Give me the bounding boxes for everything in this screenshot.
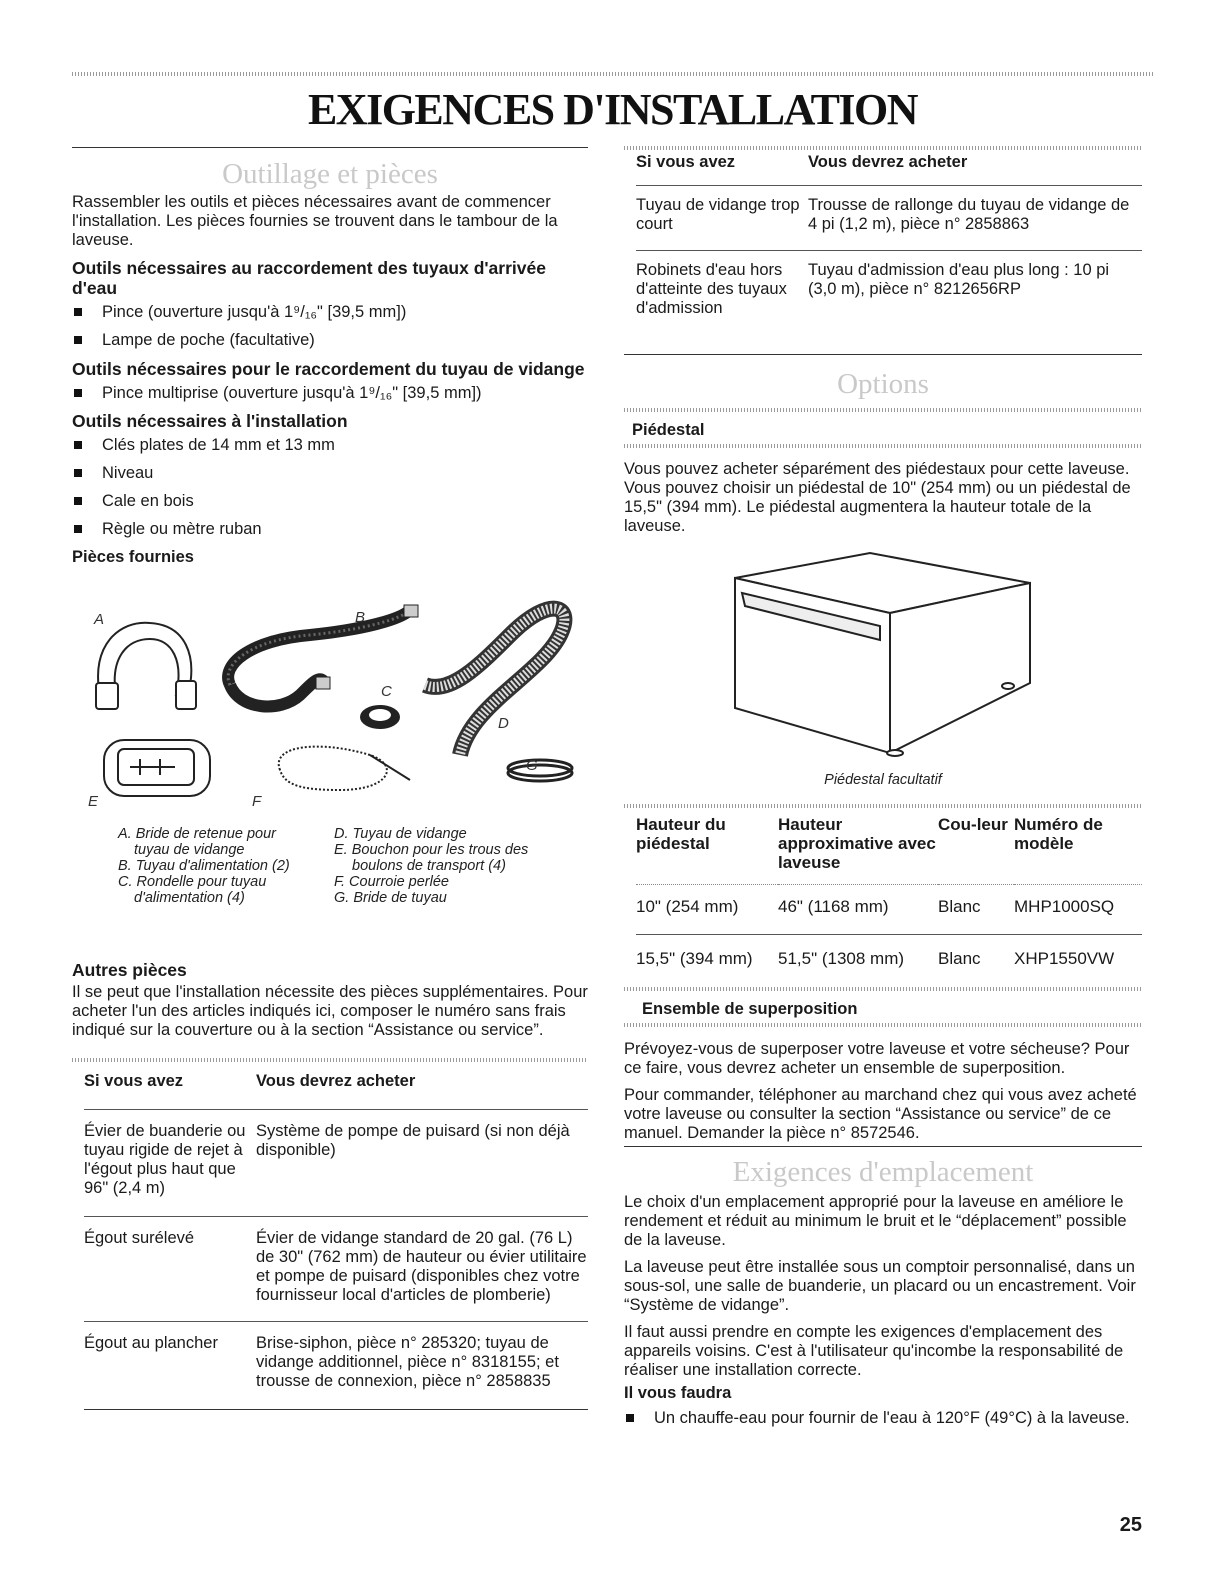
emplacement-p3: Il faut aussi prendre en compte les exigences d'emplacement des appareils voisins. C'est à l'utilisateur qu'incombe la responsabilité de réaliser une installation correcte.: [624, 1323, 1124, 1379]
faudra-list: [624, 1409, 1142, 1428]
outillage-rule: [72, 147, 588, 148]
top-rule: [72, 72, 1154, 76]
vidange-list: [72, 384, 588, 403]
emplacement-heading: Exigences d'emplacement: [732, 1156, 1034, 1188]
table-cell: 10" (254 mm): [636, 897, 739, 916]
table-cell: Blanc: [938, 949, 981, 968]
table-header: Hauteur approximative avec laveuse: [778, 815, 936, 872]
part-letter-c: C: [381, 683, 392, 700]
table-header-have: Si vous avez: [84, 1072, 184, 1090]
table-row: [636, 935, 1142, 969]
pedestal-table: [636, 815, 1142, 968]
arrivee-heading: Outils nécessaires au raccordement des tuyaux d'arrivée d'eau: [72, 258, 546, 298]
superposition-p1: Prévoyez-vous de superposer votre laveuse et votre sécheuse? Pour ce faire, vous devrez acheter un ensemble de superposition.: [624, 1040, 1130, 1077]
superposition-heading: Ensemble de superposition: [642, 1000, 858, 1018]
outillage-intro: Rassembler les outils et pièces nécessaires avant de commencer l'installation. Les pièces fournies se trouvent dans le tambour de la laveuse.: [72, 193, 558, 249]
emplacement-block: [624, 1193, 1142, 1437]
drain-hose-drawing: [425, 609, 564, 755]
list-item: Pince (ouverture jusqu'à 1⁹/₁₆" [39,5 mm]): [72, 303, 588, 322]
table-cell: Tuyau d'admission d'eau plus long : 10 pi (3,0 m), pièce n° 8212656RP: [808, 261, 1110, 298]
parts-illustration: [80, 595, 590, 820]
drain-hose-bracket-drawing: [96, 623, 196, 709]
table-cell: MHP1000SQ: [1014, 897, 1115, 916]
install-heading: Outils nécessaires à l'installation: [72, 411, 348, 431]
caption-line: C. Rondelle pour tuyau: [118, 874, 267, 890]
list-item: Clés plates de 14 mm et 13 mm: [72, 436, 588, 455]
arrivee-list: [72, 303, 588, 350]
parts-captions-left: [118, 826, 333, 906]
install-list: [72, 436, 588, 539]
pieces-heading: Pièces fournies: [72, 548, 194, 566]
caption-line: d'alimentation (4): [134, 890, 245, 906]
right-table-top-rule: [624, 146, 1142, 150]
parts-table-2: [636, 153, 1142, 341]
piedestal-bottom-rule: [624, 444, 1142, 448]
table-header-have: Si vous avez: [636, 153, 736, 171]
autres-heading: Autres pièces: [72, 960, 187, 980]
table-cell: Système de pompe de puisard (si non déjà disponible): [256, 1122, 570, 1159]
table-cell: Évier de vidange standard de 20 gal. (76 L) de 30" (762 mm) de hauteur ou évier utilitaire et pompe de puisard (disponibles chez votre fournisseur local d'articles de plomberie): [256, 1229, 587, 1304]
superposition-p2: Pour commander, téléphoner au marchand chez qui vous avez acheté votre laveuse ou consulter la section “Assistance ou service” de ce manuel. Demander la pièce n° 8572546.: [624, 1086, 1137, 1142]
list-item: Pince multiprise (ouverture jusqu'à 1⁹/₁₆" [39,5 mm]): [72, 384, 588, 403]
superposition-bottom-rule: [624, 1023, 1142, 1027]
table-cell: Évier de buanderie ou tuyau rigide de rejet à l'égout plus haut que 96" (2,4 m): [84, 1122, 246, 1197]
piedestal-text: Vous pouvez acheter séparément des piédestaux pour cette laveuse. Vous pouvez choisir un piédestal de 10" (254 mm) ou un piédestal de 15,5" (394 mm). Le piédestal augmentera la hauteur totale de la laveuse.: [624, 460, 1131, 535]
table-cell: Trousse de rallonge du tuyau de vidange de 4 pi (1,2 m), pièce n° 2858863: [808, 196, 1130, 233]
table-row: [636, 885, 1142, 935]
right-table-bottom-rule: [624, 354, 1142, 355]
table-cell: XHP1550VW: [1014, 949, 1115, 968]
list-item: Lampe de poche (facultative): [72, 331, 588, 350]
hose-washer-drawing: [360, 705, 400, 729]
table-header-buy: Vous devrez acheter: [808, 153, 968, 171]
pedestal-drawing: [730, 548, 1035, 758]
page-number: 25: [1119, 1514, 1142, 1536]
ped-table-top-rule: [624, 804, 1142, 808]
table-header: Numéro de modèle: [1014, 815, 1103, 853]
list-item: Règle ou mètre ruban: [72, 520, 588, 539]
table-cell: Brise-siphon, pièce n° 285320; tuyau de vidange additionnel, pièce n° 8318155; et trousse de connexion, pièce n° 2858835: [256, 1334, 559, 1390]
table-row: [84, 1217, 588, 1322]
parts-captions-right: [334, 826, 589, 906]
table-cell: 46" (1168 mm): [778, 897, 889, 916]
part-letter-b: B: [355, 609, 366, 626]
table-cell: 51,5" (1308 mm): [778, 949, 905, 968]
piedestal-top-rule: [624, 408, 1142, 412]
caption-line: B. Tuyau d'alimentation (2): [118, 858, 290, 874]
parts-drawing: [80, 595, 590, 820]
table-cell: Robinets d'eau hors d'atteinte des tuyaux d'admission: [636, 261, 787, 317]
hose-clamp-drawing: [508, 760, 572, 781]
list-item: Un chauffe-eau pour fournir de l'eau à 120°F (49°C) à la laveuse.: [624, 1409, 1142, 1428]
pedestal-caption: Piédestal facultatif: [824, 772, 942, 788]
list-item: Cale en bois: [72, 492, 588, 511]
caption-line: F. Courroie perlée: [334, 874, 449, 890]
options-heading: Options: [837, 368, 929, 400]
table-cell: Égout au plancher: [84, 1334, 218, 1352]
table-row: [636, 186, 1142, 251]
beaded-strap-drawing: [279, 747, 410, 790]
vidange-heading: Outils nécessaires pour le raccordement du tuyau de vidange: [72, 359, 585, 379]
autres-block: [72, 960, 588, 1040]
emplacement-p1: Le choix d'un emplacement approprié pour la laveuse en améliore le rendement et réduit au minimum le bruit et le “déplacement” possible de la laveuse.: [624, 1193, 1127, 1249]
bolt-plug-drawing: [104, 740, 210, 796]
emplacement-p2: La laveuse peut être installée sous un comptoir personnalisé, dans un sous-sol, une salle de buanderie, un placard ou un encastrement. Voir “Système de vidange”.: [624, 1258, 1136, 1314]
caption-line: tuyau de vidange: [134, 842, 245, 858]
autres-text: Il se peut que l'installation nécessite des pièces supplémentaires. Pour acheter l'un des articles indiqués ici, composer le numéro sans frais indiqué sur la couverture ou à la section “Assistance ou service”.: [72, 983, 588, 1039]
table-cell: 15,5" (394 mm): [636, 949, 753, 968]
superposition-block: [624, 1040, 1142, 1143]
table-header: Hauteur du piédestal: [636, 815, 726, 853]
list-item: Niveau: [72, 464, 588, 483]
page-title: EXIGENCES D'INSTALLATION: [307, 85, 918, 134]
part-letter-d: D: [498, 715, 509, 732]
part-letter-f: F: [252, 793, 262, 810]
piedestal-heading: Piédestal: [632, 421, 705, 439]
ped-table: [636, 815, 1142, 968]
table-header-buy: Vous devrez acheter: [256, 1072, 416, 1090]
right-parts-table: [636, 153, 1142, 341]
caption-line: D. Tuyau de vidange: [334, 826, 467, 842]
pedestal-illustration: [730, 548, 1035, 758]
outillage-heading: Outillage et pièces: [222, 158, 438, 190]
table-cell: Blanc: [938, 897, 981, 916]
caption-line: G. Bride de tuyau: [334, 890, 447, 906]
outillage-block: [72, 193, 588, 567]
caption-line: boulons de transport (4): [352, 858, 506, 874]
parts-table: [84, 1072, 588, 1410]
table-cell: Tuyau de vidange trop court: [636, 196, 800, 233]
superposition-top-rule: [624, 987, 1142, 991]
caption-line: E. Bouchon pour les trous des: [334, 842, 529, 858]
table-row: [636, 251, 1142, 342]
part-letter-e: E: [88, 793, 99, 810]
table-header: Cou-leur: [938, 815, 1008, 834]
faudra-heading: Il vous faudra: [624, 1384, 732, 1402]
part-letter-g: G: [526, 757, 538, 774]
part-letter-a: A: [94, 611, 105, 628]
left-table-top-rule: [72, 1058, 588, 1062]
table-row: [84, 1322, 588, 1410]
table-row: [84, 1110, 588, 1217]
emplacement-rule: [624, 1146, 1142, 1147]
table-cell: Égout surélevé: [84, 1229, 195, 1247]
caption-line: A. Bride de retenue pour: [118, 826, 276, 842]
left-parts-table: [84, 1072, 588, 1410]
